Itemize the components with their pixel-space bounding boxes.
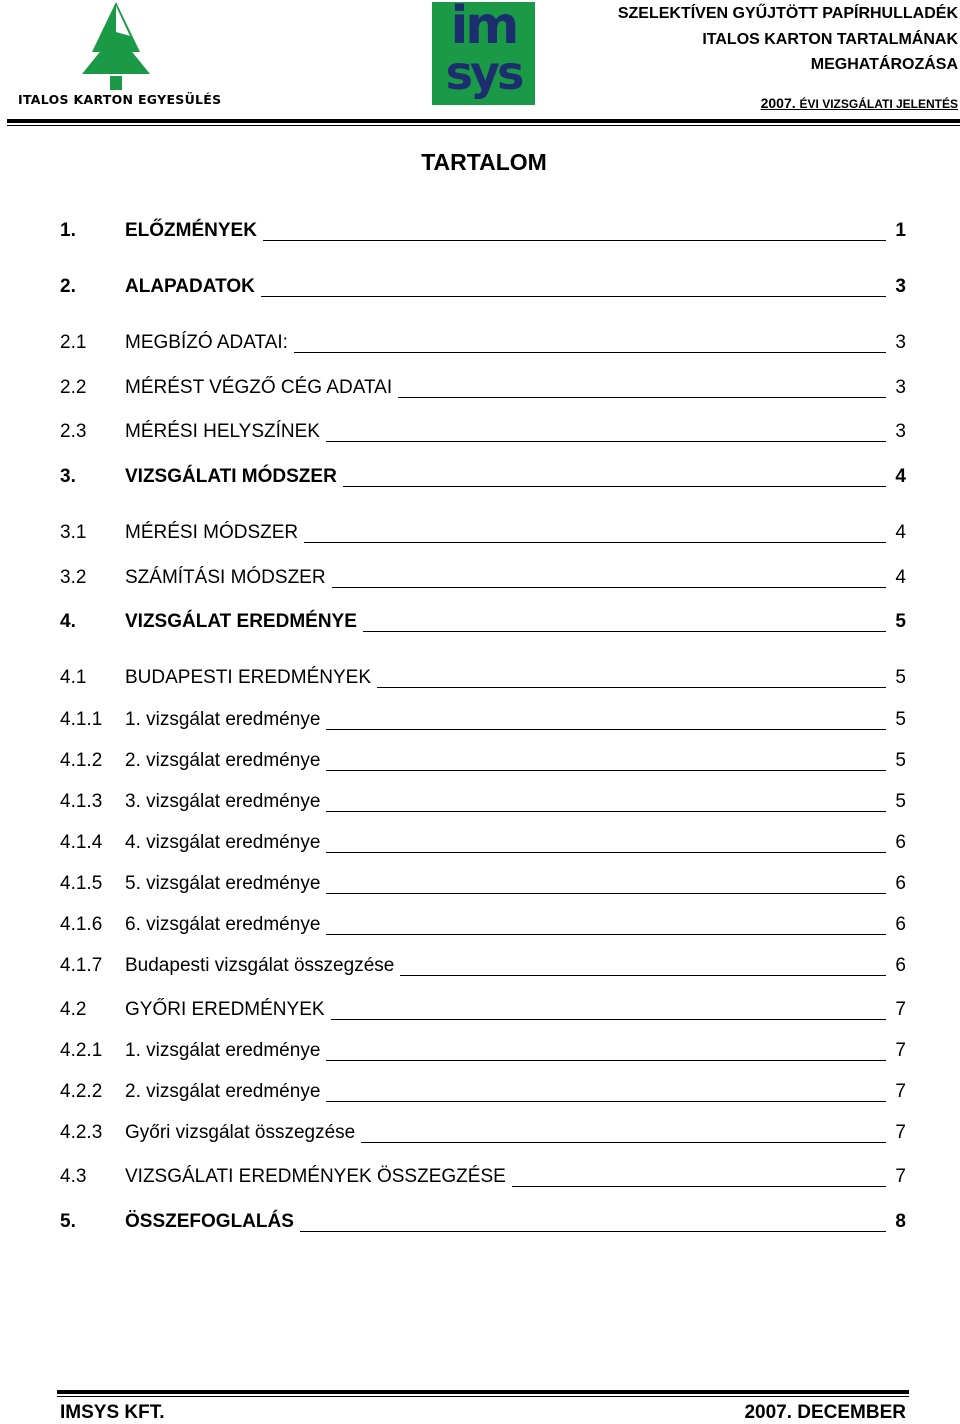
- imsys-logo-line1: im: [450, 0, 517, 56]
- toc-entry-number: 4.1.4: [60, 832, 103, 853]
- toc-entry-page: 7: [895, 1081, 906, 1102]
- toc-entry-label: 1. vizsgálat eredménye: [125, 1040, 326, 1062]
- title-line-3: MEGHATÁROZÁSA: [810, 56, 958, 73]
- toc-entry-number: 1.: [60, 220, 76, 241]
- toc-entry-page: 5: [895, 611, 906, 632]
- toc-entry-number: 4.1.1: [60, 709, 103, 730]
- toc-entry-label: 5. vizsgálat eredménye: [125, 873, 326, 895]
- logo-caption: ITALOS KARTON EGYESÜLÉS: [18, 92, 222, 107]
- toc-entry[interactable]: [60, 220, 906, 246]
- toc-entry-number: 4.1: [60, 667, 87, 688]
- toc-entry-number: 4.: [60, 611, 76, 632]
- toc-entry[interactable]: [60, 791, 906, 817]
- toc-title: TARTALOM: [421, 149, 547, 175]
- toc-entry-label: ELŐZMÉNYEK: [125, 220, 263, 242]
- toc-entry-label: GYŐRI EREDMÉNYEK: [125, 999, 331, 1021]
- toc-entry-number: 2.1: [60, 332, 87, 353]
- toc-entry-page: 3: [895, 421, 906, 442]
- toc-entry-number: 4.2.3: [60, 1122, 103, 1143]
- toc-entry-number: 4.1.2: [60, 750, 103, 771]
- toc-entry-page: 4: [895, 466, 906, 487]
- toc-entry[interactable]: [60, 999, 906, 1025]
- toc-entry-page: 7: [895, 1166, 906, 1187]
- toc-entry-number: 4.2.2: [60, 1081, 103, 1102]
- toc-entry-page: 7: [895, 1040, 906, 1061]
- toc-entry[interactable]: [60, 750, 906, 776]
- toc-entry-label: 2. vizsgálat eredménye: [125, 750, 326, 772]
- toc-entry[interactable]: [60, 466, 906, 492]
- toc-entry[interactable]: [60, 1122, 906, 1148]
- toc-entry[interactable]: [60, 873, 906, 899]
- toc-entry[interactable]: [60, 522, 906, 548]
- report-label: ÉVI VIZSGÁLATI JELENTÉS: [799, 97, 958, 111]
- toc-entry-number: 3.: [60, 466, 76, 487]
- toc-entry-label: 2. vizsgálat eredménye: [125, 1081, 326, 1103]
- footer-date: 2007. DECEMBER: [744, 1402, 906, 1423]
- toc-entry-label: VIZSGÁLATI MÓDSZER: [125, 466, 343, 488]
- toc-entry-page: 5: [895, 750, 906, 771]
- toc-entry-label: 4. vizsgálat eredménye: [125, 832, 326, 854]
- toc-entry-number: 4.2: [60, 999, 87, 1020]
- toc-entry[interactable]: [60, 955, 906, 981]
- report-year: 2007.: [760, 95, 796, 111]
- toc-entry-number: 2.: [60, 276, 76, 297]
- toc-entry-label: VIZSGÁLAT EREDMÉNYE: [125, 611, 363, 633]
- toc-entry[interactable]: [60, 667, 906, 693]
- toc-entry-page: 7: [895, 999, 906, 1020]
- toc-entry-label: 1. vizsgálat eredménye: [125, 709, 326, 731]
- toc-entry-page: 3: [895, 332, 906, 353]
- toc-entry-label: 6. vizsgálat eredménye: [125, 914, 326, 936]
- toc-entry-page: 6: [895, 914, 906, 935]
- toc-entry-page: 5: [895, 709, 906, 730]
- toc-entry-number: 3.2: [60, 567, 87, 588]
- toc-entry-label: ALAPADATOK: [125, 276, 261, 298]
- toc-entry-page: 5: [895, 667, 906, 688]
- toc-entry-page: 1: [895, 220, 906, 241]
- imsys-logo-line2: sys: [445, 46, 522, 100]
- toc-entry[interactable]: [60, 276, 906, 302]
- toc-entry[interactable]: [60, 377, 906, 403]
- toc-entry-page: 3: [895, 276, 906, 297]
- toc-entry-number: 4.1.3: [60, 791, 103, 812]
- toc-entry-number: 2.2: [60, 377, 87, 398]
- toc-entry-label: VIZSGÁLATI EREDMÉNYEK ÖSSZEGZÉSE: [125, 1166, 512, 1188]
- toc-entry-page: 6: [895, 955, 906, 976]
- toc-entry-label: MÉRÉSI HELYSZÍNEK: [125, 421, 326, 443]
- toc-entry-number: 4.1.7: [60, 955, 103, 976]
- toc-entry-page: 4: [895, 522, 906, 543]
- toc-entry-number: 4.1.6: [60, 914, 103, 935]
- title-line-1: SZELEKTÍVEN GYŰJTÖTT PAPÍRHULLADÉK: [617, 5, 958, 22]
- toc-entry[interactable]: [60, 1211, 906, 1237]
- title-line-2: ITALOS KARTON TARTALMÁNAK: [702, 30, 958, 48]
- toc-entry[interactable]: [60, 914, 906, 940]
- toc-entry[interactable]: [60, 332, 906, 358]
- toc-entry-number: 2.3: [60, 421, 87, 442]
- toc-entry[interactable]: [60, 709, 906, 735]
- toc-entry-label: Budapesti vizsgálat összegzése: [125, 955, 400, 977]
- footer-rule-thin: [57, 1396, 909, 1397]
- toc-entry[interactable]: [60, 1040, 906, 1066]
- toc-entry[interactable]: [60, 1081, 906, 1107]
- toc-entry-label: 3. vizsgálat eredménye: [125, 791, 326, 813]
- toc-entry[interactable]: [60, 567, 906, 593]
- toc-entry-number: 4.1.5: [60, 873, 103, 894]
- toc-entry-label: ÖSSZEFOGLALÁS: [125, 1211, 300, 1233]
- toc-entry-page: 4: [895, 567, 906, 588]
- toc-entry-label: SZÁMÍTÁSI MÓDSZER: [125, 567, 332, 589]
- toc-entry-number: 4.2.1: [60, 1040, 103, 1061]
- toc-entry-page: 6: [895, 832, 906, 853]
- toc-entry[interactable]: [60, 832, 906, 858]
- toc-entry-label: BUDAPESTI EREDMÉNYEK: [125, 667, 377, 689]
- toc-entry-label: MÉRÉST VÉGZŐ CÉG ADATAI: [125, 377, 398, 399]
- toc-entry[interactable]: [60, 1166, 906, 1192]
- footer-rule-thick: [57, 1390, 909, 1394]
- toc-entry-label: MÉRÉSI MÓDSZER: [125, 522, 304, 544]
- toc-entry-page: 3: [895, 377, 906, 398]
- toc-entry-label: Győri vizsgálat összegzése: [125, 1122, 361, 1144]
- toc-entry-number: 4.3: [60, 1166, 87, 1187]
- footer-company: IMSYS KFT.: [60, 1402, 165, 1423]
- toc-entry-label: MEGBÍZÓ ADATAI:: [125, 332, 294, 354]
- toc-entry-page: 8: [895, 1211, 906, 1232]
- toc-entry-number: 5.: [60, 1211, 76, 1232]
- toc-entry[interactable]: [60, 611, 906, 637]
- toc-entry-number: 3.1: [60, 522, 87, 543]
- toc-entry[interactable]: [60, 421, 906, 447]
- toc-entry-page: 7: [895, 1122, 906, 1143]
- toc-entry-page: 6: [895, 873, 906, 894]
- toc-entry-page: 5: [895, 791, 906, 812]
